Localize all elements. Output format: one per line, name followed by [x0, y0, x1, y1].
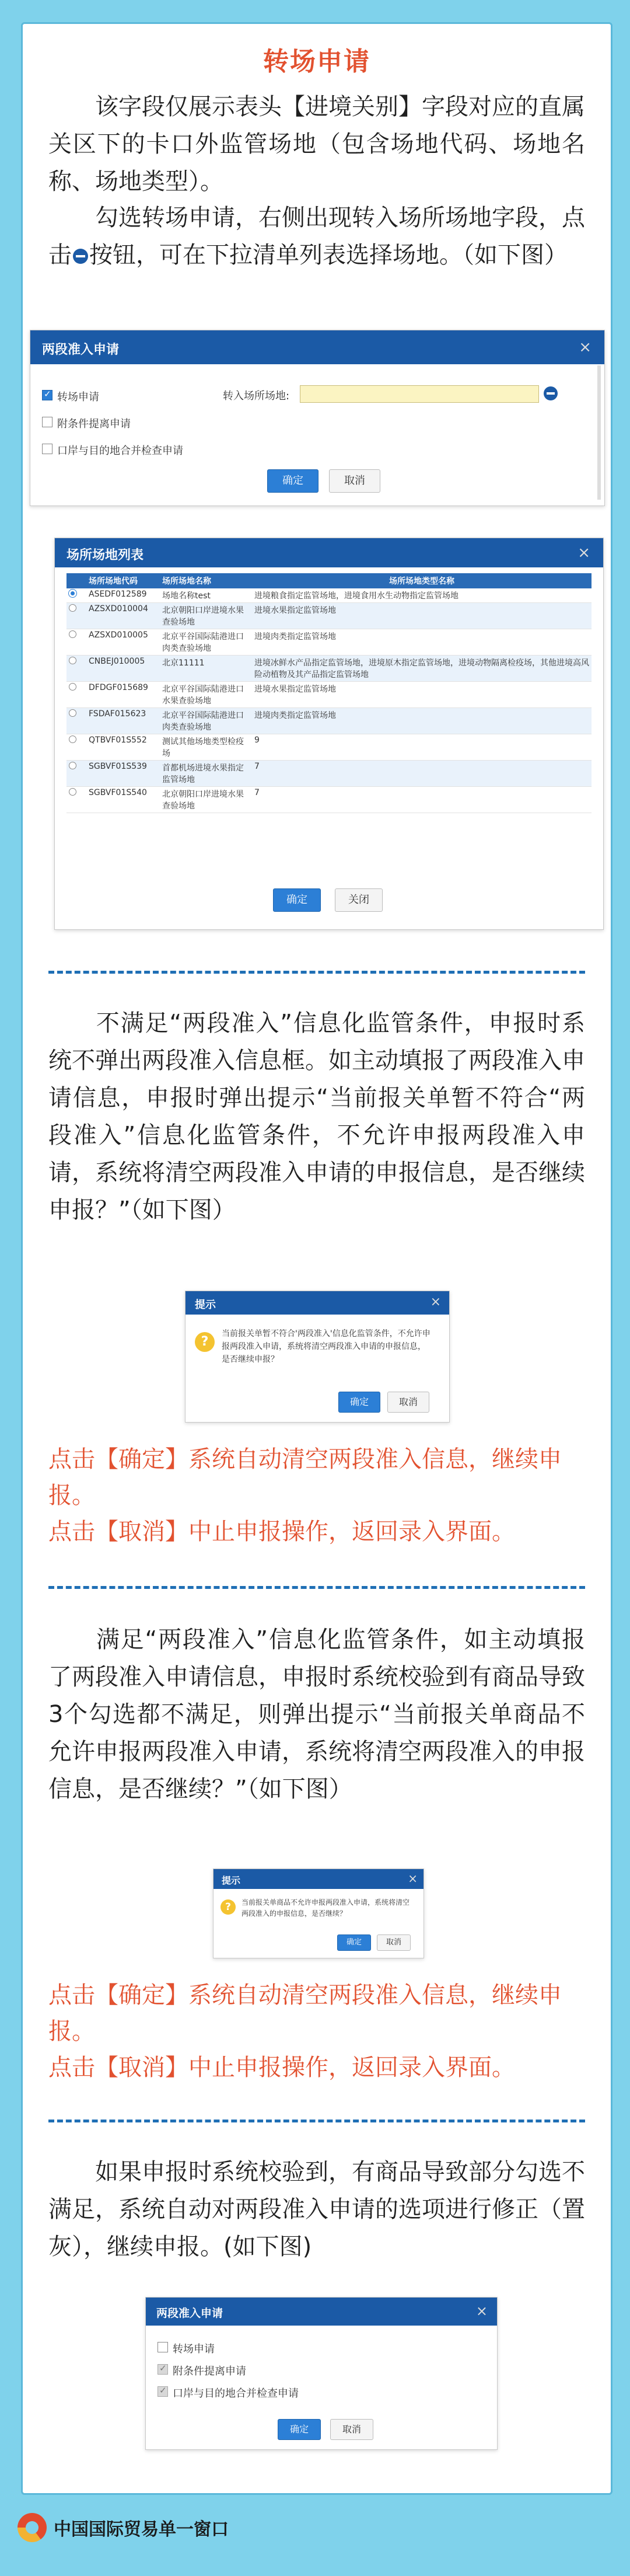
- table-row[interactable]: [66, 629, 592, 656]
- partial-paragraph: [48, 2153, 585, 2265]
- close-button[interactable]: 关闭: [335, 888, 383, 912]
- cell-type: 进境肉类指定监管场地: [252, 629, 592, 656]
- confirm-note: 点击【确定】系统自动清空两段准入信息，继续申报。: [48, 1982, 562, 2045]
- table-row[interactable]: [66, 588, 592, 603]
- cell-code: CNBEJ010005: [86, 656, 160, 682]
- warning-icon: ?: [220, 1899, 236, 1915]
- cell-name: 北京平谷国际陆港进口肉类查验场地: [160, 629, 252, 656]
- destination-field-input[interactable]: [300, 385, 539, 403]
- dialog-title: 两段准入申请: [146, 2298, 497, 2326]
- close-icon[interactable]: ×: [475, 2303, 488, 2319]
- cell-code: ASEDF012589: [86, 588, 160, 603]
- cell-type: 进境肉类指定监管场地: [252, 708, 592, 734]
- cell-type: 7: [252, 787, 592, 813]
- dialog-title: 场所场地列表: [55, 538, 603, 567]
- cell-type: 进境水果指定监管场地: [252, 682, 592, 708]
- cell-name: 北京11111: [160, 656, 252, 682]
- site-table: [66, 573, 592, 813]
- close-icon[interactable]: ×: [408, 1871, 418, 1885]
- cell-name: 北京平谷国际陆港进口水果查验场地: [160, 682, 252, 708]
- divider: [48, 971, 585, 974]
- close-icon[interactable]: ×: [430, 1295, 441, 1309]
- ok-button[interactable]: 确定: [338, 1392, 380, 1413]
- two-stage-dialog: [30, 330, 605, 506]
- cancel-button[interactable]: 取消: [330, 2419, 373, 2440]
- eligible-text: 满足“两段准入”信息化监管条件，如主动填报了两段准入申请信息，申报时系统校验到有商品导致3个勾选都不满足，则弹出提示“当前报关单商品不允许申报两段准入申请，系统将清空两段准入的申报信息，是否继续？”（如下图）: [48, 1626, 585, 1803]
- cancel-button[interactable]: 取消: [387, 1392, 429, 1413]
- conditional-release-label: 附条件提离申请: [173, 2365, 246, 2378]
- cancel-note: 点击【取消】中止申报操作，返回录入界面。: [48, 1518, 515, 1545]
- transfer-label: 转场申请: [57, 391, 99, 403]
- prompt-message: 当前报关单商品不允许申报两段准入申请，系统将清空两段准入的申报信息，是否继续？: [242, 1898, 410, 1918]
- cancel-note: 点击【取消】中止申报操作，返回录入界面。: [48, 2054, 515, 2081]
- row-radio[interactable]: [69, 709, 76, 717]
- cell-code: AZSXD010004: [86, 603, 160, 629]
- not-eligible-text: 不满足“两段准入”信息化监管条件，申报时系统不弹出两段准入信息框。如主动填报了两段准入申请信息，申报时弹出提示“当前报关单暂不符合“两段准入”信息化监管条件，不允许申报两段准入申请，系统将清空两段准入申请的申报信息，是否继续申报？”（如下图）: [48, 1010, 585, 1223]
- transfer-checkbox[interactable]: [42, 390, 52, 400]
- row-radio[interactable]: [69, 590, 76, 597]
- close-icon[interactable]: ×: [579, 339, 592, 356]
- cancel-button[interactable]: 取消: [329, 469, 380, 493]
- confirm-note: 点击【确定】系统自动清空两段准入信息，继续申报。: [48, 1446, 562, 1509]
- cell-type: 进境水果指定监管场地: [252, 603, 592, 629]
- ok-button[interactable]: 确定: [273, 888, 321, 912]
- cell-type: 9: [252, 734, 592, 761]
- destination-field-label: 转入场所场地:: [223, 390, 290, 402]
- row-radio[interactable]: [69, 788, 76, 796]
- cell-name: 首都机场进境水果指定监管场地: [160, 761, 252, 787]
- cell-type: 7: [252, 761, 592, 787]
- dialog-title: 提示: [186, 1291, 449, 1315]
- minus-circle-icon[interactable]: [544, 386, 558, 400]
- single-window-logo: [18, 2513, 47, 2542]
- divider: [48, 1586, 585, 1589]
- page-title: 转场申请: [263, 47, 370, 76]
- partial-text: 如果申报时系统校验到，有商品导致部分勾选不满足，系统自动对两段准入申请的选项进行修正（置灰），继续申报。(如下图): [48, 2159, 585, 2260]
- intro-text: 该字段仅展示表头【进境关别】字段对应的直属关区下的卡口外监管场地（包含场地代码、场地名称、场地类型）。: [48, 93, 585, 195]
- cell-code: FSDAF015623: [86, 708, 160, 734]
- ok-button[interactable]: 确定: [267, 469, 318, 493]
- cell-code: SGBVF01S539: [86, 761, 160, 787]
- prompt-message: 当前报关单暂不符合'两段准入'信息化监管条件，不允许申报两段准入申请，系统将清空两段准入申请的申报信息，是否继续申报？: [222, 1329, 430, 1364]
- cell-name: 北京朝阳口岸进境水果查验场地: [160, 787, 252, 813]
- cell-type: 进境粮食指定监管场地，进境食用水生动物指定监管场地: [252, 588, 592, 603]
- table-header-type: 场所场地类型名称: [252, 573, 592, 588]
- transfer-checkbox[interactable]: [158, 2342, 168, 2352]
- row-radio[interactable]: [69, 735, 76, 743]
- row-radio[interactable]: [69, 683, 76, 691]
- combined-inspection-checkbox[interactable]: [42, 444, 52, 454]
- table-row[interactable]: [66, 734, 592, 761]
- table-row[interactable]: [66, 682, 592, 708]
- cell-name: 测试其他场地类型检疫场: [160, 734, 252, 761]
- table-header-name: 场所场地名称: [160, 573, 252, 588]
- transfer-text-b: 按钮，可在下拉清单列表选择场地。（如下图）: [89, 242, 568, 269]
- cell-code: SGBVF01S540: [86, 787, 160, 813]
- minus-circle-icon: [73, 249, 88, 264]
- warning-icon: ?: [195, 1332, 215, 1352]
- cell-name: 北京朝阳口岸进境水果查验场地: [160, 603, 252, 629]
- combined-inspection-label: 口岸与目的地合并检查申请: [173, 2387, 299, 2400]
- close-icon[interactable]: ×: [578, 544, 590, 562]
- row-radio[interactable]: [69, 762, 76, 769]
- table-row[interactable]: [66, 708, 592, 734]
- combined-inspection-label: 口岸与目的地合并检查申请: [57, 445, 183, 457]
- cell-type: 进境冰鲜水产品指定监管场地，进境原木指定监管场地，进境动物隔离检疫场，其他进境高风险动植物及其产品指定监管场地: [252, 656, 592, 682]
- transfer-text-a: 勾选转场申请，右侧出现转入场所场地字段，点击: [48, 204, 585, 269]
- table-header-select: [66, 573, 86, 588]
- conditional-release-checkbox[interactable]: [42, 417, 52, 427]
- dialog-title: 两段准入申请: [30, 330, 604, 364]
- cell-code: QTBVF01S552: [86, 734, 160, 761]
- transfer-paragraph: [48, 199, 585, 274]
- footer: [18, 2510, 229, 2545]
- row-radio[interactable]: [69, 604, 76, 612]
- footer-brand: 中国国际贸易单一窗口: [54, 2519, 229, 2540]
- row-radio[interactable]: [69, 630, 76, 638]
- cancel-button[interactable]: 取消: [377, 1934, 411, 1951]
- dialog-title: 提示: [214, 1869, 424, 1889]
- cell-name: 场地名称test: [160, 588, 252, 603]
- table-row[interactable]: [66, 656, 592, 682]
- prompt-dialog: [213, 1869, 424, 1958]
- two-stage-dialog: [145, 2297, 498, 2450]
- not-eligible-paragraph: [48, 1005, 585, 1229]
- intro-paragraph: [48, 88, 585, 200]
- ok-button[interactable]: 确定: [337, 1934, 371, 1951]
- ok-button[interactable]: 确定: [278, 2419, 321, 2440]
- site-list-dialog: [54, 538, 604, 930]
- combined-inspection-checkbox: [158, 2386, 168, 2397]
- dialog-scrollbar[interactable]: [597, 365, 601, 500]
- conditional-release-checkbox: [158, 2364, 168, 2375]
- divider: [48, 2120, 585, 2122]
- table-header-code: 场所场地代码: [86, 573, 160, 588]
- cell-code: AZSXD010005: [86, 629, 160, 656]
- content-card: [21, 22, 612, 2495]
- prompt-dialog: [185, 1291, 450, 1423]
- conditional-release-label: 附条件提离申请: [57, 418, 131, 430]
- table-header-row: [66, 573, 592, 588]
- table-row[interactable]: [66, 787, 592, 813]
- cell-name: 北京平谷国际陆港进口肉类查验场地: [160, 708, 252, 734]
- cell-code: DFDGF015689: [86, 682, 160, 708]
- table-row[interactable]: [66, 603, 592, 629]
- row-radio[interactable]: [69, 657, 76, 664]
- transfer-label: 转场申请: [173, 2343, 215, 2355]
- eligible-paragraph: [48, 1621, 585, 1808]
- table-row[interactable]: [66, 761, 592, 787]
